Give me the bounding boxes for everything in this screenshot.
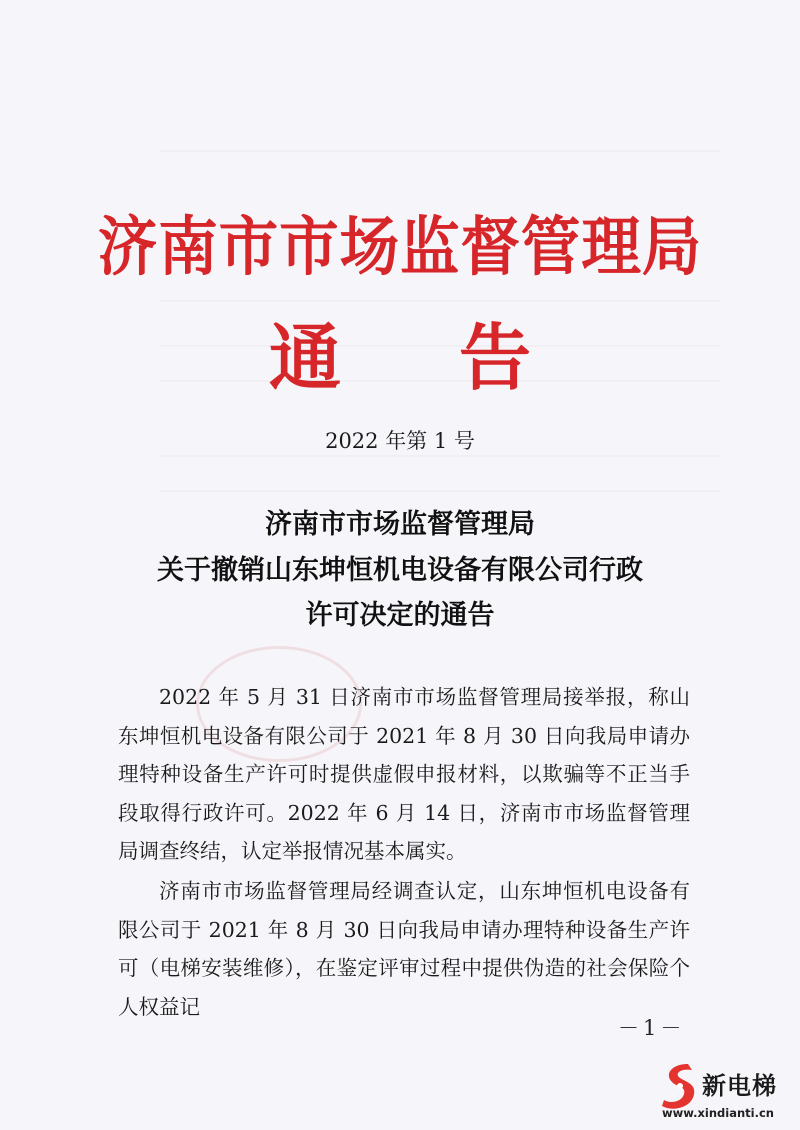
- watermark-url: www.xindianti.cn: [662, 1106, 774, 1120]
- document-title-line-2: 关于撤销山东坤恒机电设备有限公司行政: [157, 555, 643, 586]
- document-title-line-3: 许可决定的通告: [305, 600, 495, 631]
- document-title-line-1: 济南市市场监督管理局: [265, 509, 535, 540]
- site-watermark: [654, 1060, 800, 1130]
- document-number: 2022 年第 1 号: [325, 429, 475, 453]
- red-header-doc-type: 通告: [268, 315, 649, 400]
- xindianti-logo-icon: [658, 1060, 700, 1110]
- body-paragraph-1: 2022 年 5 月 31 日济南市市场监督管理局接举报，称山东坤恒机电设备有限公司于 2021 年 8 月 30 日向我局申请办理特种设备生产许可时提供虚假申报材料，以欺骗等不正当手段取得行政许可。2022 年 6 月 14 日，济南市市场监督管理局调查终结，认定举报情况基本属实。: [118, 685, 690, 863]
- page-number: －1－: [618, 1016, 686, 1040]
- bleed-through-line: [160, 490, 720, 492]
- watermark-name: 新电梯: [702, 1072, 777, 1100]
- red-header-org-name: 济南市市场监督管理局: [97, 210, 703, 285]
- bleed-through-line: [160, 455, 720, 457]
- body-paragraph-2: 济南市市场监督管理局经调查认定，山东坤恒机电设备有限公司于 2021 年 8 月 30 日向我局申请办理特种设备生产许可（电梯安装维修），在鉴定评审过程中提供伪造的社会保险个人权益记: [118, 879, 690, 1019]
- bleed-through-line: [160, 150, 720, 152]
